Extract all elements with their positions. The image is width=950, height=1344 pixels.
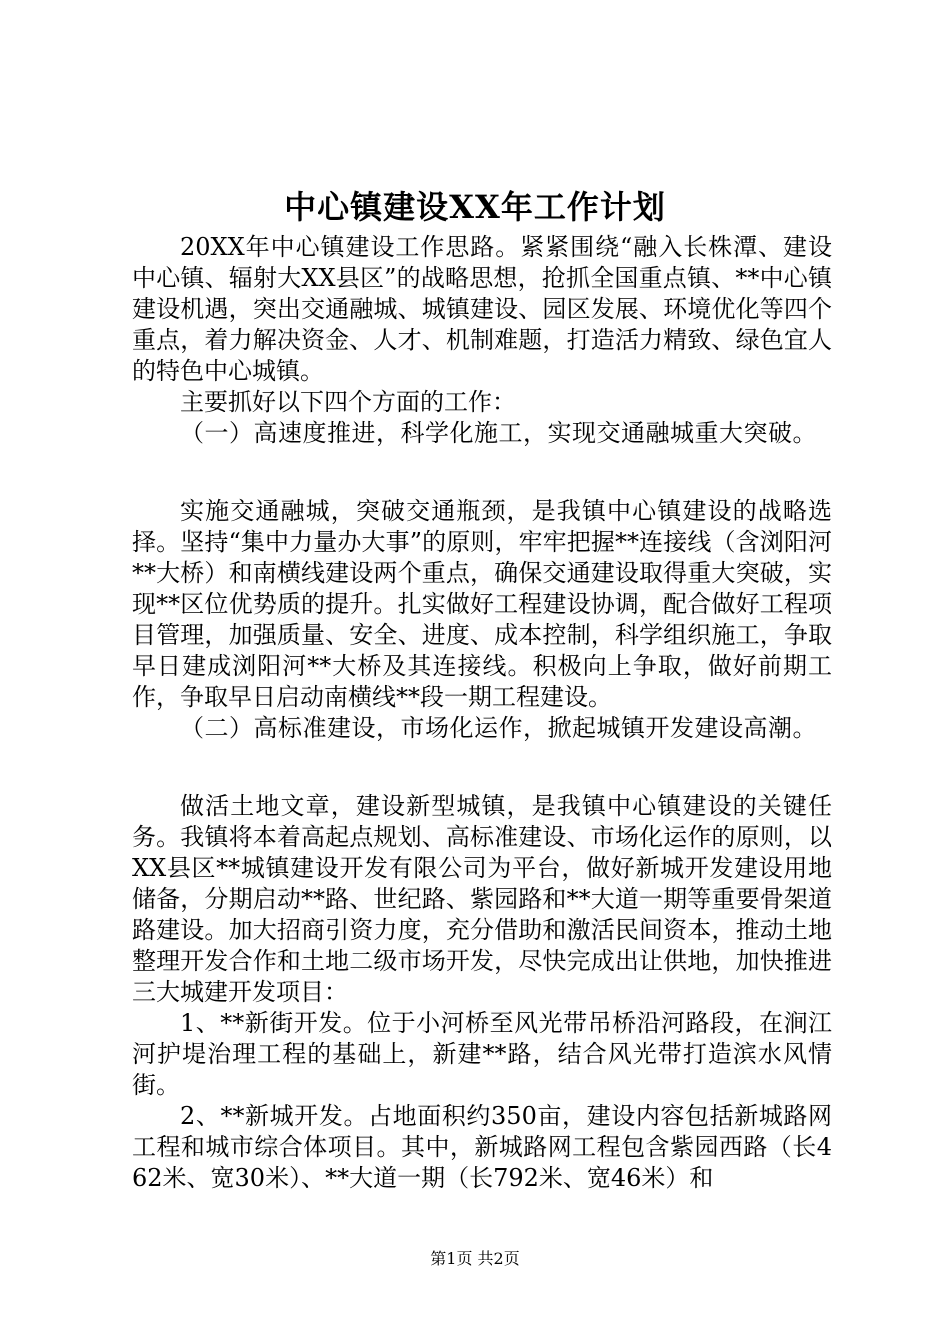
document-title: 中心镇建设XX年工作计划: [284, 188, 666, 226]
section-heading-2: （二）高标准建设，市场化运作，掀起城镇开发建设高潮。: [180, 714, 817, 742]
paragraph-land: 做活土地文章，建设新型城镇，是我镇中心镇建设的关键任务。我镇将本着高起点规划、高标准建设、市场化运作的原则，以XX县区**城镇建设开发有限公司为平台，做好新城开发建设用地储备，分期启动**路、世纪路、紫园路和**大道一期等重要骨架道路建设。加大招商引资力度，充分借助和激活民间资本，推动土地整理开发合作和土地二级市场开发，尽快完成出让供地，加快推进三大城建开发项目：: [132, 792, 832, 1006]
document-body: [132, 232, 832, 1194]
paragraph-intro: 20XX年中心镇建设工作思路。紧紧围绕“融入长株潭、建设中心镇、辐射大XX县区”的战略思想，抢抓全国重点镇、**中心镇建设机遇，突出交通融城、城镇建设、园区发展、环境优化等四个重点，着力解决资金、人才、机制难题，打造活力精致、绿色宜人的特色中心城镇。: [132, 233, 832, 385]
page-number-footer: 第1页 共2页: [430, 1249, 520, 1268]
paragraph-main-tasks: 主要抓好以下四个方面的工作：: [180, 388, 516, 416]
paragraph-traffic: 实施交通融城，突破交通瓶颈，是我镇中心镇建设的战略选择。坚持“集中力量办大事”的原则，牢牢把握**连接线（含浏阳河**大桥）和南横线建设两个重点，确保交通建设取得重大突破，实现**区位优势质的提升。扎实做好工程建设协调，配合做好工程项目管理，加强质量、安全、进度、成本控制，科学组织施工，争取早日建成浏阳河**大桥及其连接线。积极向上争取，做好前期工作，争取早日启动南横线**段一期工程建设。: [132, 497, 832, 711]
paragraph-item-2: 2、**新城开发。占地面积约350亩，建设内容包括新城路网工程和城市综合体项目。其中，新城路网工程包含紫园西路（长462米、宽30米）、**大道一期（长792米、宽46米）和: [132, 1102, 832, 1192]
section-heading-1: （一）高速度推进，科学化施工，实现交通融城重大突破。: [180, 419, 817, 447]
paragraph-item-1: 1、**新街开发。位于小河桥至风光带吊桥沿河路段，在涧江河护堤治理工程的基础上，新建**路，结合风光带打造滨水风情街。: [132, 1009, 832, 1099]
